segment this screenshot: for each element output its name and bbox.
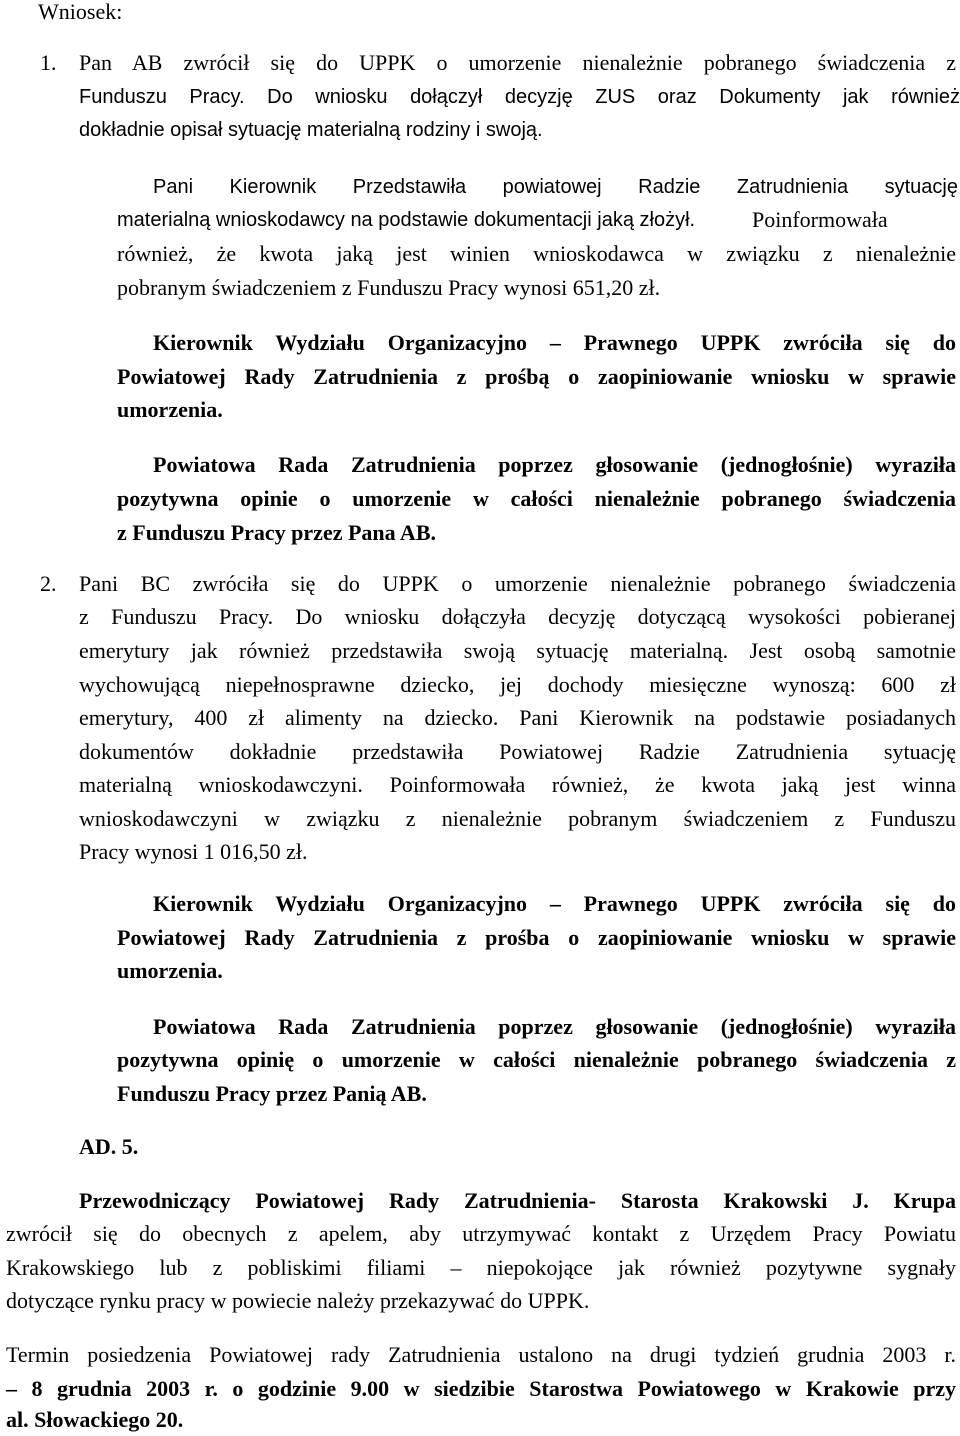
item2-line-6: dokumentów dokładnie przedstawiła Powiatowej Radzie Zatrudnienia sytuację (79, 739, 956, 764)
item2-line-9: Pracy wynosi 1 016,50 zł. (79, 839, 308, 864)
item1-para2-line-4: pobranym świadczeniem z Funduszu Pracy wynosi 651,20 zł. (117, 275, 661, 300)
item2-line-5: emerytury, 400 zł alimenty na dziecko. Pani Kierownik na podstawie posiadanych (79, 705, 956, 730)
item1-para4-line-1: Powiatowa Rada Zatrudnienia poprzez głosowanie (jednogłośnie) wyraziła (153, 452, 956, 477)
closing-line-3: al. Słowackiego 20. (6, 1407, 184, 1432)
item2-line-2: z Funduszu Pracy. Do wniosku dołączyła decyzję dotyczącą wysokości pobieranej (79, 604, 956, 629)
item1-para4-line-3: z Funduszu Pracy przez Pana AB. (117, 520, 436, 545)
item2-para4-line-3: Funduszu Pracy przez Panią AB. (117, 1081, 427, 1106)
item2-para4-line-2: pozytywna opinię o umorzenie w całości nienależnie pobranego świadczenia z (117, 1047, 956, 1072)
item1-para2-line-3: również, że kwota jaką jest winien wnioskodawca w związku z nienależnie (117, 241, 956, 266)
item2-line-3: emerytury jak również przedstawiła swoją sytuację materialną. Jest osobą samotnie (79, 638, 956, 663)
closing-line-2: – 8 grudnia 2003 r. o godzinie 9.00 w siedzibie Starostwa Powiatowego w Krakowie przy (6, 1376, 956, 1401)
section-heading: Wniosek: (38, 0, 123, 24)
item2-para3-line-2: Powiatowej Rady Zatrudnienia z prośba o zaopiniowanie wniosku w sprawie (117, 925, 956, 950)
item2-line-1: Pani BC zwróciła się do UPPK o umorzenie nienależnie pobranego świadczenia (79, 571, 956, 596)
item2-line-4: wychowującą niepełnosprawne dziecko, jej dochody miesięczne wynoszą: 600 zł (79, 672, 956, 697)
item2-para4-line-1: Powiatowa Rada Zatrudnienia poprzez głosowanie (jednogłośnie) wyraziła (153, 1014, 956, 1039)
item1-para2-line-1: Pani Kierownik Przedstawiła powiatowej Radzie Zatrudnienia sytuację (153, 176, 958, 198)
item1-line-3: dokładnie opisał sytuację materialną rodziny i swoją. (79, 119, 543, 141)
ad5-line-1: Przewodniczący Powiatowej Rady Zatrudnienia- Starosta Krakowski J. Krupa (79, 1188, 956, 1213)
ad5-heading: AD. 5. (79, 1134, 139, 1159)
item1-para3-line-1: Kierownik Wydziału Organizacyjno – Prawnego UPPK zwróciła się do (153, 330, 956, 355)
item2-line-8: wnioskodawczyni w związku z nienależnie pobranym świadczeniem z Funduszu (79, 806, 956, 831)
item2-para3-line-1: Kierownik Wydziału Organizacyjno – Prawnego UPPK zwróciła się do (153, 891, 956, 916)
item2-line-7: materialną wnioskodawczyni. Poinformowała również, że kwota jaką jest winna (79, 772, 956, 797)
item1-line-2: Funduszu Pracy. Do wniosku dołączył decyzję ZUS oraz Dokumenty jak również (79, 86, 960, 108)
ad5-line-4: dotyczące rynku pracy w powiecie należy przekazywać do UPPK. (6, 1288, 590, 1313)
item2-para3-line-3: umorzenia. (117, 958, 223, 983)
item1-para3-line-3: umorzenia. (117, 397, 223, 422)
item-number-1: 1. (40, 50, 57, 75)
item1-para2-line-2b: Poinformowała (752, 207, 888, 232)
item1-line-1: Pan AB zwrócił się do UPPK o umorzenie nienależnie pobranego świadczenia z (79, 50, 956, 75)
item1-para4-line-2: pozytywna opinie o umorzenie w całości nienależnie pobranego świadczenia (117, 486, 956, 511)
item1-para2-line-2a: materialną wnioskodawcy na podstawie dokumentacji jaką złożył. (117, 209, 696, 231)
item1-para3-line-2: Powiatowej Rady Zatrudnienia z prośbą o zaopiniowanie wniosku w sprawie (117, 364, 956, 389)
closing-line-1: Termin posiedzenia Powiatowej rady Zatrudnienia ustalono na drugi tydzień grudnia 2003 r. (6, 1342, 956, 1367)
ad5-line-3: Krakowskiego lub z pobliskimi filiami – niepokojące jak również pozytywne sygnały (6, 1255, 956, 1280)
ad5-line-2: zwrócił się do obecnych z apelem, aby utrzymywać kontakt z Urzędem Pracy Powiatu (6, 1221, 956, 1246)
item-number-2: 2. (40, 571, 57, 596)
